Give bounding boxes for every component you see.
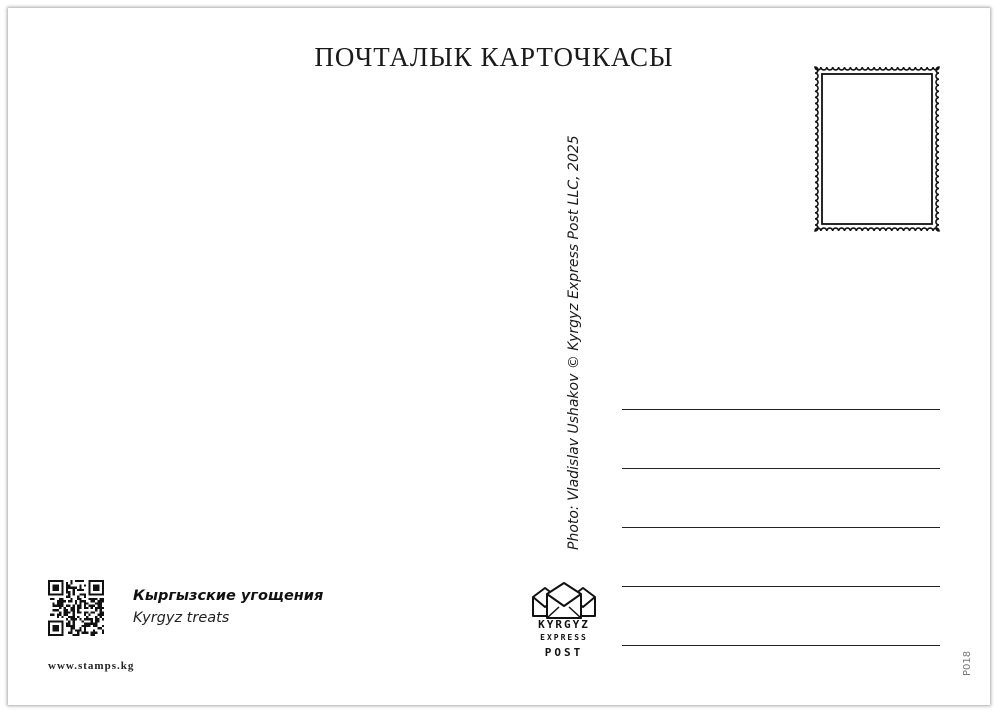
address-line bbox=[622, 586, 940, 587]
address-line bbox=[622, 409, 940, 410]
postcard-title: ПОЧТАЛЫК КАРТОЧКАСЫ bbox=[314, 42, 674, 72]
logo-text-post: POST bbox=[544, 646, 584, 659]
product-code: P018 bbox=[962, 650, 973, 676]
envelopes-logo-icon bbox=[531, 581, 597, 621]
website-link[interactable]: www.stamps.kg bbox=[48, 660, 135, 672]
address-line bbox=[622, 527, 940, 528]
address-line bbox=[622, 468, 940, 469]
photo-credit: Photo: Vladislav Ushakov © Kyrgyz Express Post LLC, 2025 bbox=[566, 135, 582, 550]
qr-code-icon[interactable] bbox=[48, 580, 104, 636]
logo-text-kyrgyz: KYRGYZ bbox=[538, 618, 590, 631]
caption-english: Kyrgyz treats bbox=[133, 610, 230, 626]
caption-russian: Кыргызские угощения bbox=[133, 588, 324, 604]
stamp-frame-icon bbox=[813, 65, 941, 233]
address-line bbox=[622, 645, 940, 646]
logo-text-express: EXPRESS bbox=[540, 633, 588, 642]
